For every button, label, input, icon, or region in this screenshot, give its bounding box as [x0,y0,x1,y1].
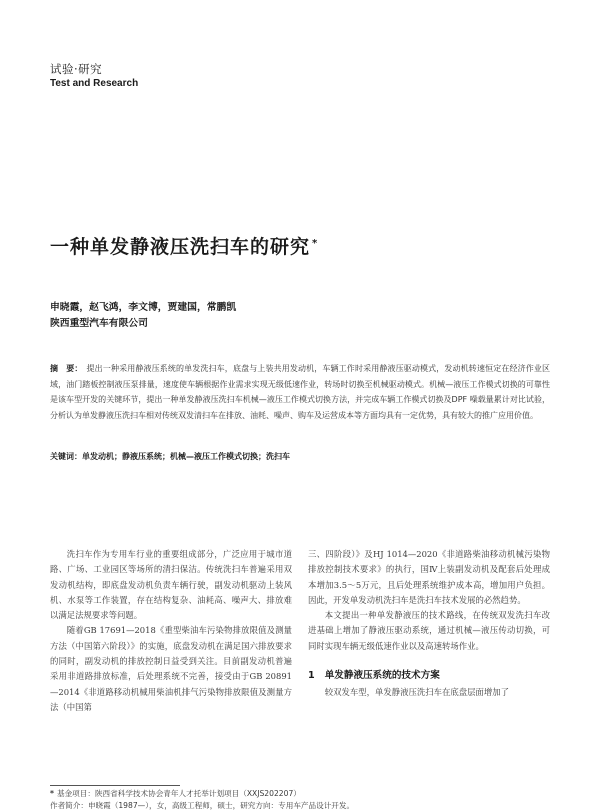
abstract [50,361,550,423]
section-label-en: Test and Research [50,78,139,89]
body-column-left [50,547,292,715]
article-title-text: 一种单发静液压洗扫车的研究 [50,236,311,258]
abstract-text: 提出一种采用静液压系统的单发洗扫车，底盘与上装共用发动机，车辆工作时采用静液压驱动模式，发动机转速恒定在经济作业区域，油门踏板控制液压泵排量，速度使车辆根据作业需求实现无级低速作业，转场时切换至机械驱动模式。机械—液压工作模式切换的可靠性是该车型开发的关键环节，提出一种单发静液压洗扫车机械—液压工作模式切换方法，并完成车辆工作模式切换及DPF 噪载量累计对比试验，分析认为单发静液压洗扫车相对传统双发清扫车在排放、油耗、噪声、购车及运营成本等方面均具有一定优势，具有较大的推广应用价值。 [50,364,551,420]
author-list: 申晓霞，赵飞鸿，李文博，贾建国，常鹏凯 [50,302,237,313]
body-column-right [308,547,550,701]
body-paragraph-continued: 三、四阶段）》及HJ 1014—2020《非道路柴油移动机械污染物排放控制技术要求》的执行，国Ⅳ上装副发动机及配套后处理成本增加3.5～5万元，且后处理系统维护成本高，增加用户负担。因此，开发单发动机洗扫车是洗扫车技术发展的必然趋势。 [308,549,550,605]
keywords-label: 关键词： [50,452,82,461]
section-number: 1 [308,670,315,682]
title-footnote-mark: * [312,237,319,249]
footnote-author-bio: 作者简介：申晓霞（1987—），女，高级工程师，硕士，研究方向：专用车产品设计开发。 [50,801,355,810]
keywords [50,451,550,462]
abstract-label: 摘 要： [50,364,83,373]
footnote-funding [50,788,550,799]
affiliation: 陕西重型汽车有限公司 [50,318,148,329]
footnote-mark: * [50,789,54,798]
body-paragraph: 较双发车型，单发静液压洗扫车在底盘层面增加了 [324,687,510,698]
footnote-divider [50,785,180,786]
footnote-funding-text: 基金项目：陕西省科学技术协会青年人才托举计划项目（XXJS202207） [56,789,301,798]
body-paragraph: 随着GB 17691—2018《重型柴油车污染物排放限值及测量方法（中国第六阶段）》的实施，底盘发动机在满足国六排放要求的同时，副发动机的排放控制日益受到关注。目前副发动机普遍采用非道路排放标准，后处理系统不完善，接受由于GB 20891—2014《非道路移动机械用柴油机排气污染物排放限值及测量方法（中国第 [50,625,292,712]
section-label-cn: 试验·研究 [50,62,103,76]
section-heading [308,668,550,683]
keywords-text: 单发动机；静液压系统；机械—液压工作模式切换；洗扫车 [82,452,290,461]
section-heading-text: 单发静液压系统的技术方案 [324,670,440,682]
body-paragraph: 洗扫车作为专用车行业的重要组成部分，广泛应用于城市道路、广场、工业园区等场所的清扫保洁。传统洗扫车普遍采用双发动机结构，即底盘发动机负责车辆行驶，副发动机驱动上装风机、水泵等工作装置，存在结构复杂、油耗高、噪声大、排放难以满足法规要求等问题。 [50,549,292,621]
article-title [50,232,318,259]
body-paragraph: 本文提出一种单发静液压的技术路线，在传统双发洗扫车改进基础上增加了静液压驱动系统，通过机械—液压传动切换，可同时实现车辆无级低速作业以及高速转场作业。 [308,610,550,651]
